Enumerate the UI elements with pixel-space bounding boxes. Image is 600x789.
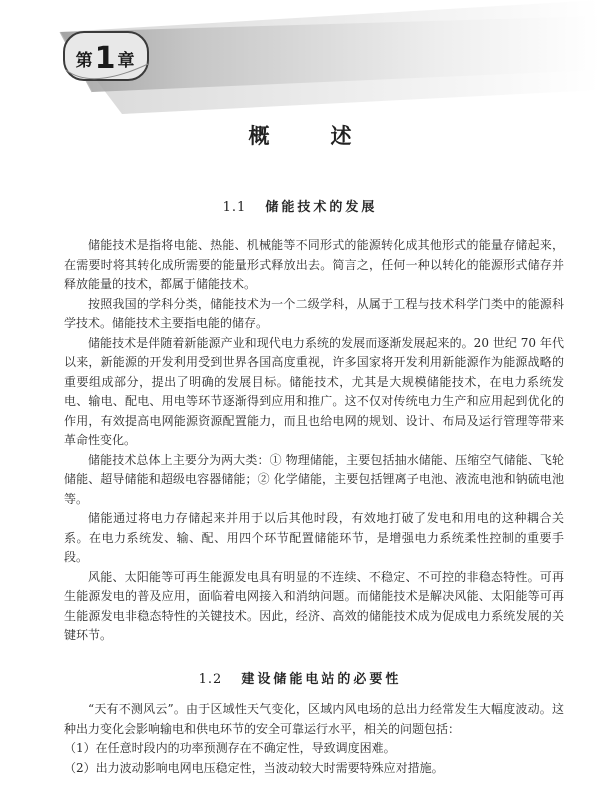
section-number: 1.1: [222, 200, 247, 215]
section-1-1-body: [64, 236, 564, 646]
chapter-suffix: 章: [117, 50, 135, 71]
paragraph: 储能技术总体上主要分为两大类：① 物理储能，主要包括抽水储能、压缩空气储能、飞轮储能、超导储能和超级电容器储能；② 化学储能，主要包括锂离子电池、液流电池和钠硫电池等。: [64, 452, 564, 506]
paragraph: 储能技术是伴随着新能源产业和现代电力系统的发展而逐渐发展起来的。20 世纪 70 年代以来，新能源的开发利用受到世界各国高度重视，许多国家将开发利用新能源作为能源战略的重要组成部分，提出了明确的发展目标。储能技术，尤其是大规模储能技术，在电力系统发电、输电、配电、用电等环节逐渐得到应用和推广。这不仅对传统电力生产和应用起到优化的作用，有效提高电网能源资源配置能力，而且也给电网的规划、设计、布局及运行管理等带来革命性变化。: [64, 335, 564, 447]
section-1-2-body: [64, 700, 564, 778]
paragraph: “天有不测风云”。由于区域性天气变化，区域内风电场的总出力经常发生大幅度波动。这种出力变化会影响输电和供电环节的安全可靠运行水平，相关的问题包括：: [64, 702, 564, 736]
chapter-number: 1: [94, 40, 116, 76]
section-heading-1-2: [0, 668, 600, 687]
chapter-prefix: 第: [75, 50, 93, 71]
paragraph: 风能、太阳能等可再生能源发电具有明显的不连续、不稳定、不可控的非稳态特性。可再生能源发电的普及应用，面临着电网接入和消纳问题。而储能技术是解决风能、太阳能等可再生能源发电非稳态特性的关键技术。因此，经济、高效的储能技术成为促成电力系统发展的关键环节。: [64, 569, 564, 642]
chapter-title: 概 述: [248, 124, 372, 148]
paragraph: 按照我国的学科分类，储能技术为一个二级学科，从属于工程与技术科学门类中的能源科学技术。储能技术主要指电能的储存。: [64, 296, 564, 330]
paragraph: 储能技术是指将电能、热能、机械能等不同形式的能源转化成其他形式的能量存储起来，在需要时将其转化成所需要的能量形式释放出去。简言之，任何一种以转化的能源形式储存并释放能量的技术，都属于储能技术。: [64, 238, 564, 291]
list-item: （2）出力波动影响电网电压稳定性，当波动较大时需要特殊应对措施。: [64, 760, 444, 775]
section-title: 储能技术的发展: [265, 200, 378, 215]
paragraph: 储能通过将电力存储起来并用于以后其他时段，有效地打破了发电和用电的这种耦合关系。在电力系统发、输、配、用四个环节配置储能环节，是增强电力系统柔性控制的重要手段。: [64, 511, 564, 564]
list-item: （1）在任意时段内的功率预测存在不确定性，导致调度困难。: [64, 741, 396, 755]
section-heading-1-1: [0, 196, 600, 215]
section-title: 建设储能电站的必要性: [241, 672, 402, 687]
section-number: 1.2: [198, 672, 223, 687]
chapter-badge: [62, 36, 148, 80]
